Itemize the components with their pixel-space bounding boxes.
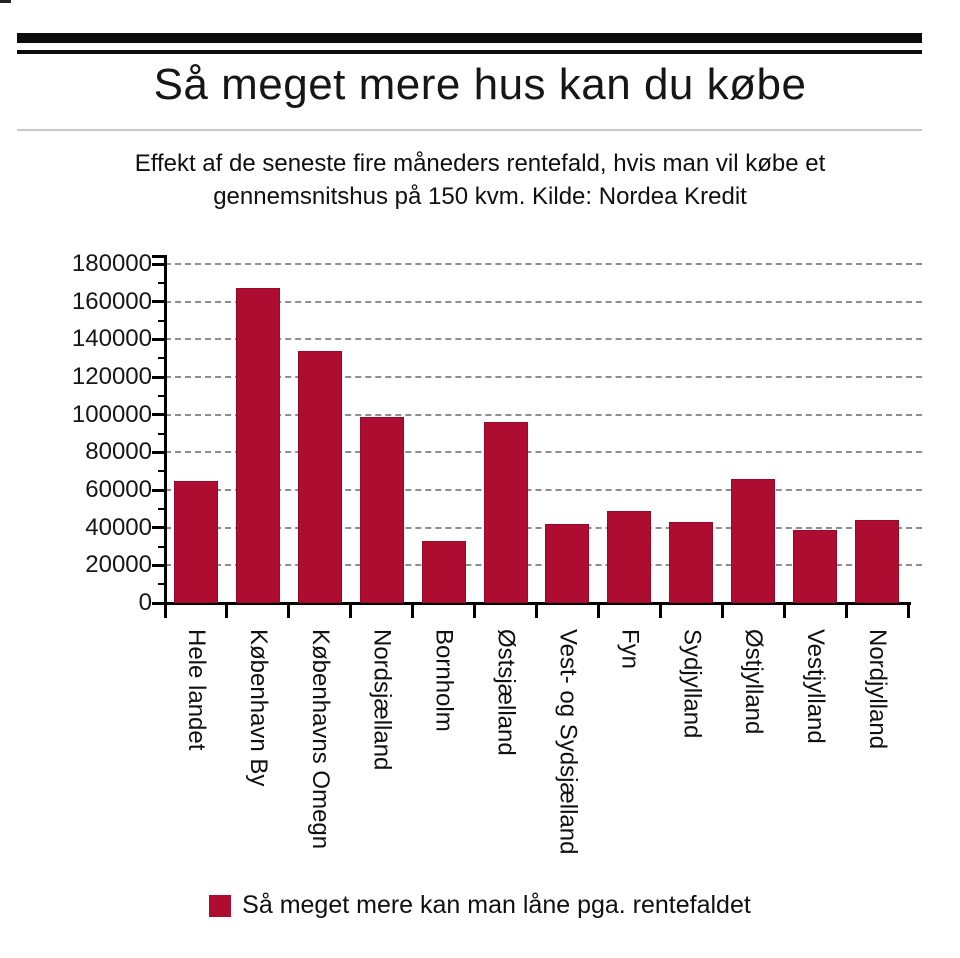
- y-tick-label: 60000: [85, 476, 152, 503]
- subtitle-line-2: gennemsnitshus på 150 kvm. Kilde: Nordea Kredit: [213, 183, 747, 210]
- y-tick-label: 80000: [85, 438, 152, 466]
- bar: [607, 511, 651, 603]
- x-tick: [287, 602, 290, 618]
- category-label: København By: [244, 629, 272, 787]
- x-tick: [845, 602, 848, 618]
- x-tick: [225, 602, 228, 618]
- y-tick-label: 20000: [85, 551, 152, 579]
- chart-legend: [0, 891, 960, 920]
- bar: [793, 530, 837, 603]
- x-tick: [411, 602, 414, 618]
- category-label: Nordsjælland: [368, 629, 396, 771]
- y-tick-label: 120000: [71, 363, 152, 390]
- x-tick: [783, 602, 786, 618]
- category-label: Vestjylland: [802, 629, 830, 744]
- y-tick-label: 140000: [71, 325, 152, 353]
- y-tick-label: 160000: [71, 287, 152, 315]
- category-label: Hele landet: [182, 629, 210, 751]
- bar: [545, 524, 589, 603]
- x-tick: [907, 602, 910, 618]
- bar: [484, 422, 528, 603]
- category-label: Nordjylland: [864, 629, 892, 750]
- x-tick: [597, 602, 600, 618]
- category-label: Københavns Omegn: [306, 629, 334, 850]
- bar: [422, 541, 466, 603]
- bar: [360, 417, 404, 603]
- bar: [731, 479, 775, 603]
- y-tick-label: 0: [138, 589, 152, 616]
- bar: [298, 351, 342, 603]
- x-tick: [473, 602, 476, 618]
- x-tick: [721, 602, 724, 618]
- category-label: Vest- og Sydsjælland: [554, 629, 582, 855]
- category-label: Sydjylland: [678, 629, 706, 739]
- y-gridline: [165, 263, 922, 265]
- legend-color-swatch: [209, 895, 231, 917]
- y-tick-label: 40000: [85, 513, 152, 541]
- x-tick: [535, 602, 538, 618]
- y-tick-label: 100000: [71, 400, 152, 428]
- category-label: Østjylland: [740, 629, 768, 735]
- bar: [855, 520, 899, 603]
- category-label: Bornholm: [430, 629, 458, 732]
- subtitle-line-1: Effekt af de seneste fire måneders rentefald, hvis man vil købe et: [134, 150, 826, 177]
- y-axis-line: [164, 255, 167, 606]
- category-label: Østsjælland: [492, 629, 520, 756]
- bar: [669, 522, 713, 603]
- bar: [236, 288, 280, 603]
- bar: [174, 481, 218, 603]
- category-label: Fyn: [616, 629, 644, 670]
- x-tick: [349, 602, 352, 618]
- x-tick: [164, 602, 167, 618]
- page-title: Så meget mere hus kan du købe: [153, 60, 807, 109]
- y-tick-label: 180000: [71, 250, 152, 277]
- x-tick: [659, 602, 662, 618]
- legend-label: Så meget mere kan man låne pga. rentefaldet: [242, 891, 751, 919]
